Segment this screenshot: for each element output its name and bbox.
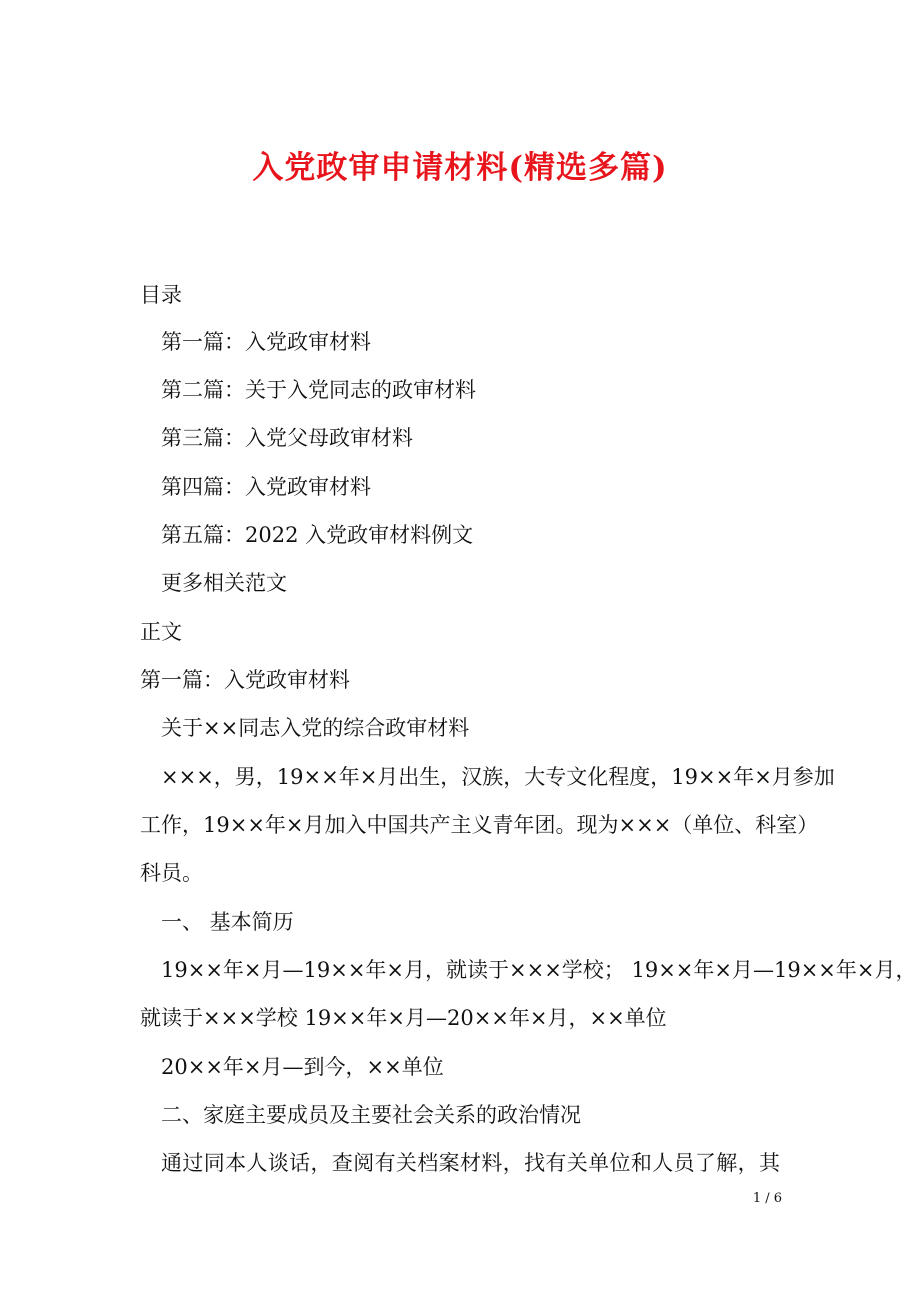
intro-line-3: 科员。 xyxy=(140,861,203,885)
intro-line-2: 工作，19××年×月加入中国共产主义青年团。现为×××（单位、科室） xyxy=(140,813,819,837)
toc-item-2[interactable]: 第二篇：关于入党同志的政审材料 xyxy=(161,378,476,402)
section2-heading: 二、家庭主要成员及主要社会关系的政治情况 xyxy=(161,1103,581,1127)
toc-item-3[interactable]: 第三篇：入党父母政审材料 xyxy=(161,426,413,450)
section-title: 第一篇：入党政审材料 xyxy=(140,668,350,692)
section1-heading: 一、 基本简历 xyxy=(161,910,294,934)
toc-item-5[interactable]: 第五篇：2022 入党政审材料例文 xyxy=(161,523,474,547)
toc-item-more[interactable]: 更多相关范文 xyxy=(161,571,287,595)
document-title: 入党政审申请材料(精选多篇) xyxy=(252,150,668,186)
toc-heading: 目录 xyxy=(140,283,182,307)
intro-line-1: ×××，男，19××年×月出生，汉族，大专文化程度，19××年×月参加 xyxy=(161,765,835,789)
resume-line-1: 19××年×月—19××年×月，就读于×××学校； 19××年×月—19××年×月， xyxy=(161,958,917,982)
resume-line-2: 就读于×××学校 19××年×月—20××年×月，××单位 xyxy=(140,1006,667,1030)
body-heading: 正文 xyxy=(140,620,182,644)
subtitle: 关于××同志入党的综合政审材料 xyxy=(161,716,470,740)
toc-item-4[interactable]: 第四篇：入党政审材料 xyxy=(161,475,371,499)
toc-item-1[interactable]: 第一篇：入党政审材料 xyxy=(161,330,371,354)
resume-line-3: 20××年×月—到今，××单位 xyxy=(161,1055,444,1079)
page-number: 1 / 6 xyxy=(752,1191,782,1206)
section2-line: 通过同本人谈话，查阅有关档案材料，找有关单位和人员了解，其 xyxy=(161,1151,780,1175)
